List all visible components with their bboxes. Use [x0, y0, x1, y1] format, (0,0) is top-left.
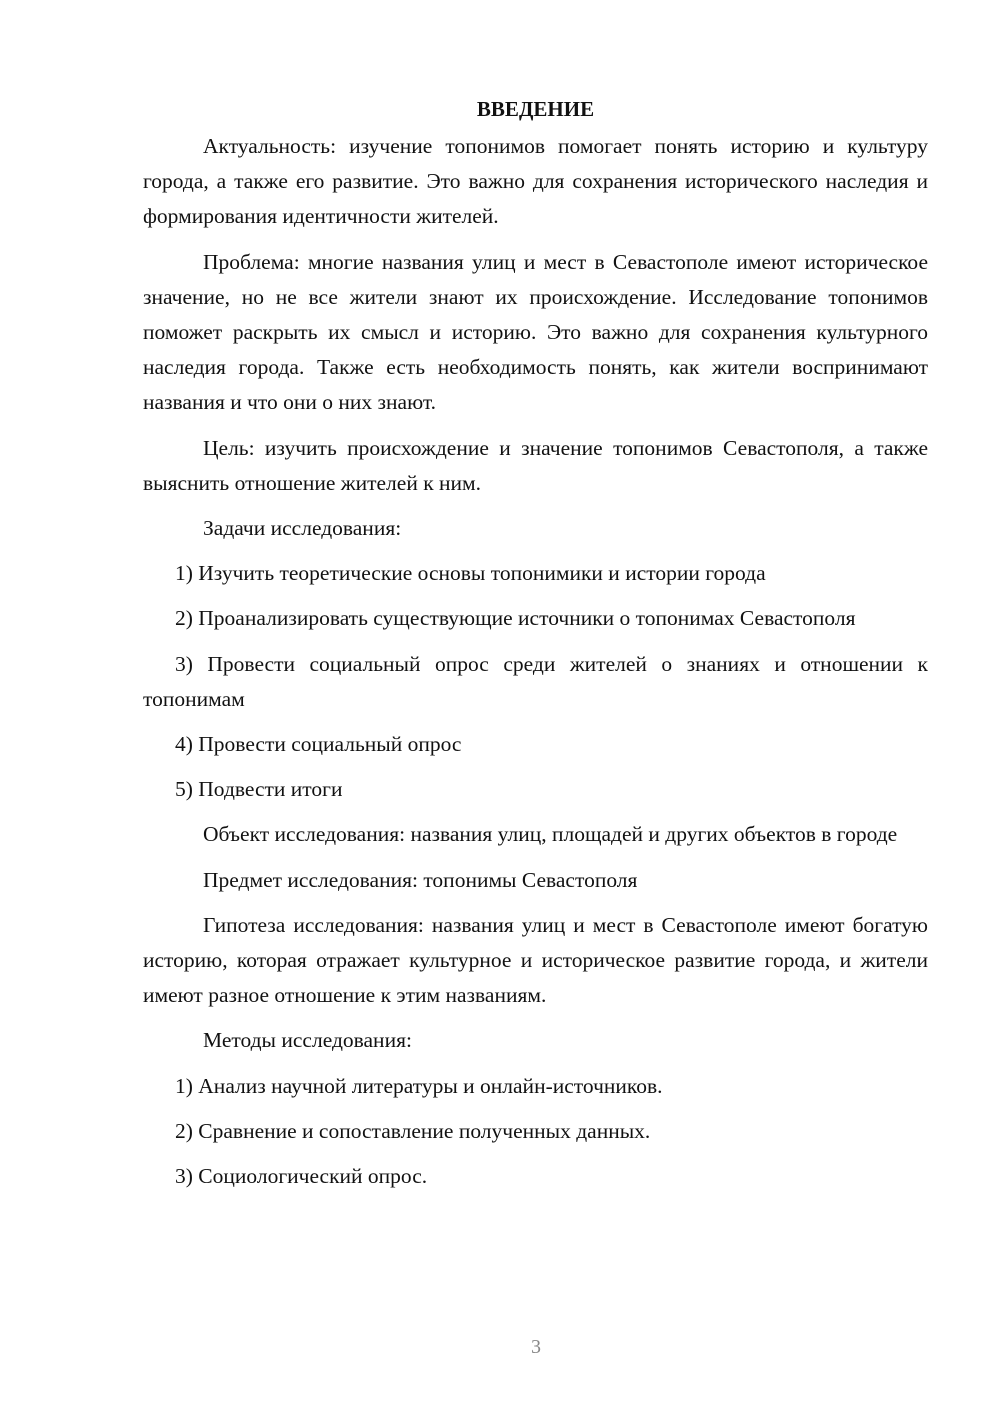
paragraph-relevance: Актуальность: изучение топонимов помогает понять историю и культуру города, а также его развитие. Это важно для сохранения исторического наследия и формирования идентичности жителей. — [143, 134, 928, 229]
paragraph-problem: Проблема: многие названия улиц и мест в Севастополе имеют историческое значение, но не все жители знают их происхождение. Исследование топонимов поможет раскрыть их смысл и историю. Это важно для сохранения культурного наследия города. Также есть необходимость понять, как жители воспринимают названия и что они о них знают. — [143, 249, 928, 415]
paragraph-hypothesis: Гипотеза исследования: названия улиц и мест в Севастополе имеют богатую историю, которая отражает культурное и историческое развитие города, и жители имеют разное отношение к этим названиям. — [143, 912, 928, 1008]
task-item-5: 5) Подвести итоги — [175, 777, 343, 802]
method-item-2: 2) Сравнение и сопоставление полученных данных. — [175, 1118, 651, 1143]
document-page — [143, 92, 928, 1204]
section-heading: ВВЕДЕНИЕ — [476, 97, 595, 121]
paragraph-tasks-title: Задачи исследования: — [203, 516, 402, 541]
paragraph-goal: Цель: изучить происхождение и значение топонимов Севастополя, а также выяснить отношение жителей к ним. — [143, 435, 928, 495]
paragraph-subject: Предмет исследования: топонимы Севастополя — [203, 867, 638, 892]
task-item-2: 2) Проанализировать существующие источники о топонимах Севастополя — [175, 606, 856, 631]
method-item-1: 1) Анализ научной литературы и онлайн-источников. — [175, 1073, 663, 1098]
paragraph-object: Объект исследования: названия улиц, площадей и других объектов в городе — [203, 822, 898, 847]
task-item-1: 1) Изучить теоретические основы топонимики и истории города — [175, 561, 766, 586]
paragraph-methods-title: Методы исследования: — [203, 1028, 412, 1053]
task-item-4: 4) Провести социальный опрос — [175, 732, 462, 757]
task-item-3: 3) Провести социальный опрос среди жителей о знаниях и отношении к топонимам — [143, 651, 928, 711]
page-number: 3 — [531, 1336, 541, 1358]
method-item-3: 3) Социологический опрос. — [175, 1164, 428, 1189]
